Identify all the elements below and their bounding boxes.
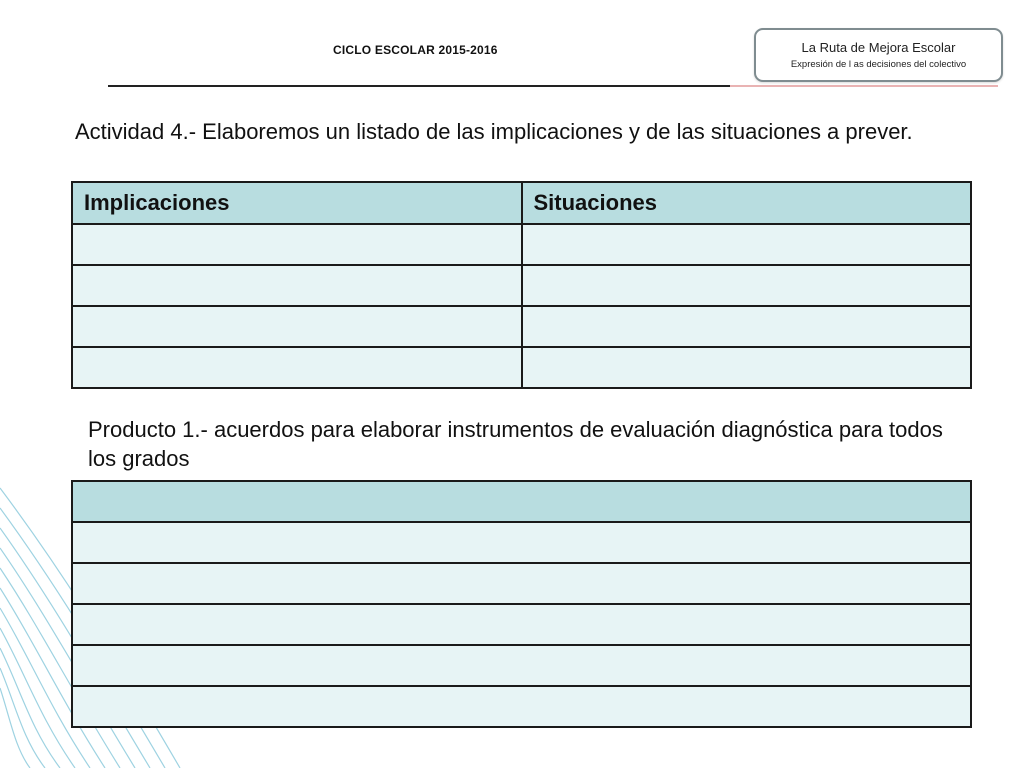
table-cell[interactable] — [72, 265, 522, 306]
table-row — [72, 522, 971, 563]
table-cell[interactable] — [522, 347, 972, 388]
column-header-implicaciones: Implicaciones — [72, 182, 522, 224]
table-cell[interactable] — [72, 224, 522, 265]
table-cell[interactable] — [72, 347, 522, 388]
table-row — [72, 563, 971, 604]
table-row — [72, 686, 971, 727]
table-cell[interactable] — [522, 306, 972, 347]
table-row — [72, 224, 971, 265]
table-cell[interactable] — [72, 522, 971, 563]
table-header-row — [72, 182, 971, 224]
table-row — [72, 481, 971, 522]
table-row — [72, 604, 971, 645]
program-badge — [754, 28, 1003, 82]
badge-subtitle: Expresión de l as decisiones del colectivo — [790, 59, 967, 70]
header-divider-accent — [730, 85, 998, 87]
table-cell[interactable] — [72, 604, 971, 645]
table-row — [72, 306, 971, 347]
table-row — [72, 265, 971, 306]
header-divider — [108, 85, 730, 87]
table-cell[interactable] — [72, 686, 971, 727]
table-cell[interactable] — [522, 224, 972, 265]
table-row — [72, 645, 971, 686]
agreements-table — [71, 480, 972, 728]
table-cell[interactable] — [522, 265, 972, 306]
table-cell[interactable] — [72, 645, 971, 686]
table-cell[interactable] — [72, 563, 971, 604]
table-cell[interactable] — [72, 481, 971, 522]
school-cycle-label: CICLO ESCOLAR 2015-2016 — [333, 43, 498, 57]
product-heading: Producto 1.- acuerdos para elaborar instrumentos de evaluación diagnóstica para todos los grados — [88, 417, 943, 471]
implications-table — [71, 181, 972, 389]
activity-heading: Actividad 4.- Elaboremos un listado de las implicaciones y de las situaciones a prever. — [75, 119, 913, 144]
badge-title: La Ruta de Mejora Escolar — [801, 40, 956, 55]
table-row — [72, 347, 971, 388]
column-header-situaciones: Situaciones — [522, 182, 972, 224]
table-cell[interactable] — [72, 306, 522, 347]
